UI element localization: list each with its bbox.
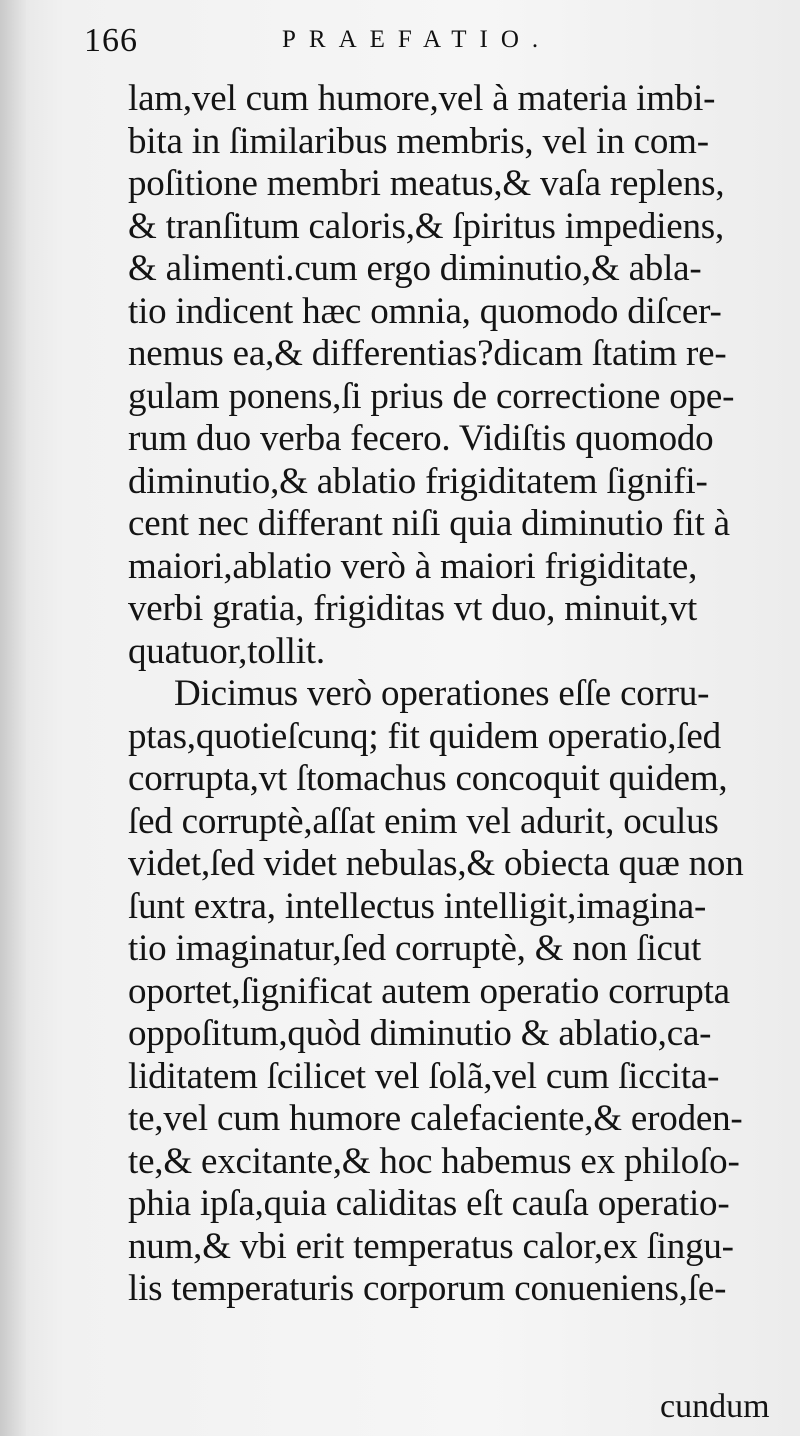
text-line: & alimenti.cum ergo diminutio,& abla-: [128, 248, 702, 289]
text-line: nemus ea,& differentias?dicam ſtatim re-: [128, 333, 727, 374]
text-line: maiori,ablatio verò à maiori frigiditate,: [128, 545, 698, 587]
page-header: [0, 22, 800, 68]
text-line: poſitione membri meatus,& vaſa replens,: [128, 163, 725, 204]
text-line: quatuor,tollit.: [128, 630, 325, 672]
text-line: bita in ſimilaribus membris, vel in com-: [128, 120, 709, 162]
text-line: lam,vel cum humore,vel à materia imbi-: [128, 78, 716, 119]
text-line: oportet,ſignificat autem operatio corrupta: [128, 970, 730, 1012]
text-line: videt,ſed videt nebulas,& obiecta quæ non: [128, 843, 744, 884]
text-line: num,& vbi erit temperatus calor,ex ſingu-: [128, 1225, 734, 1267]
paragraph-start-line: Dicimus verò operationes eſſe corru-: [174, 673, 710, 714]
running-head: PRAEFATIO.: [282, 26, 552, 53]
page-number: 166: [84, 22, 138, 59]
text-line: lis temperaturis corporum conueniens,ſe-: [128, 1268, 727, 1309]
text-line: gulam ponens,ſi prius de correctione ope-: [128, 375, 735, 417]
text-line: diminutio,& ablatio frigiditatem ſignifi-: [128, 460, 708, 502]
text-line: oppoſitum,quòd diminutio & ablatio,ca-: [128, 1013, 712, 1054]
text-line: rum duo verba fecero. Vidiſtis quomodo: [128, 418, 714, 459]
text-line: liditatem ſcilicet vel ſolã,vel cum ſiccita-: [128, 1055, 720, 1097]
text-line: verbi gratia, frigiditas vt duo, minuit,vt: [128, 588, 698, 629]
text-line: ſunt extra, intellectus intelligit,imagina-: [128, 885, 707, 927]
text-line: ſed corruptè,aſſat enim vel adurit, oculus: [128, 800, 719, 842]
text-line: tio imaginatur,ſed corruptè, & non ſicut: [128, 928, 702, 969]
text-line: ptas,quotieſcunq; fit quidem operatio,ſed: [128, 715, 721, 757]
text-line: corrupta,vt ſtomachus concoquit quidem,: [128, 758, 728, 799]
body-text: [128, 78, 788, 1311]
text-line: te,& excitante,& hoc habemus ex philoſo-: [128, 1140, 740, 1182]
text-line: tio indicent hæc omnia, quomodo diſcer-: [128, 290, 722, 332]
catchword: cundum: [660, 1388, 770, 1425]
gutter-shadow: [0, 0, 26, 1436]
text-line: te,vel cum humore calefaciente,& eroden-: [128, 1098, 743, 1139]
text-line: phia ipſa,quia caliditas eſt cauſa operatio-: [128, 1183, 730, 1224]
text-line: & tranſitum caloris,& ſpiritus impediens,: [128, 205, 725, 247]
text-line: cent nec differant niſi quia diminutio fit à: [128, 503, 730, 544]
